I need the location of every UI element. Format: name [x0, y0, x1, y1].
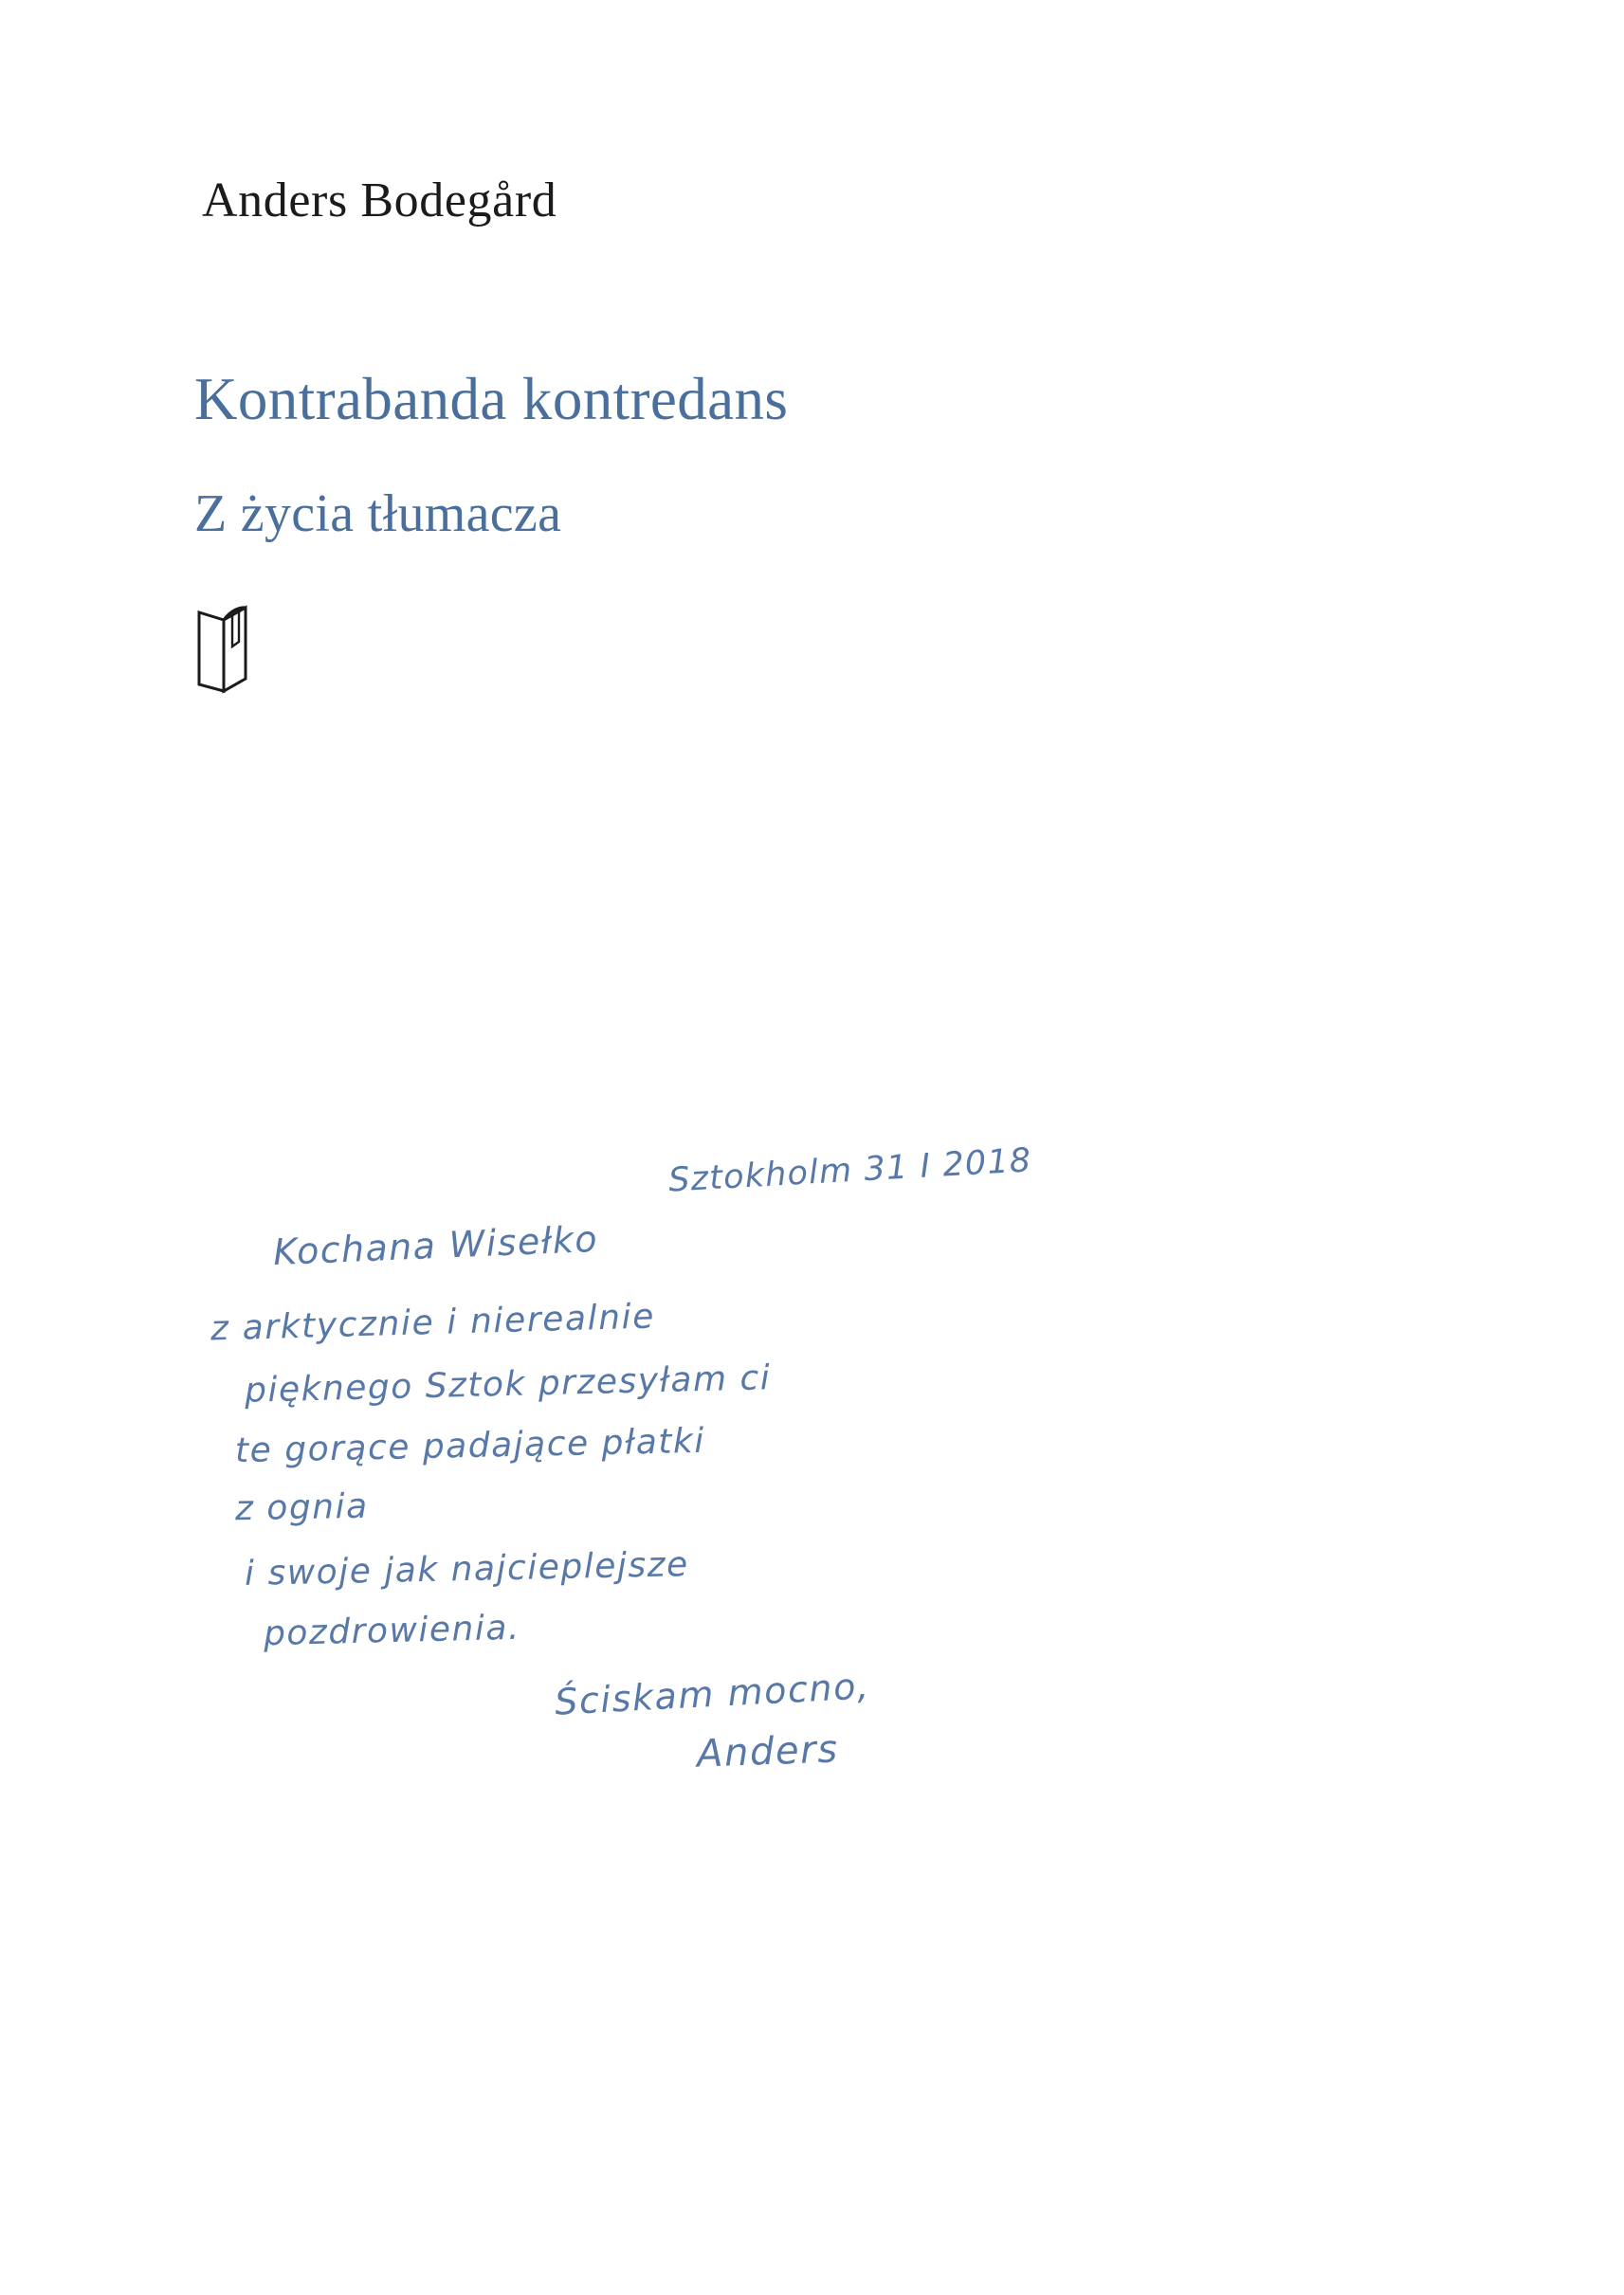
note-place-date: Sztokholm 31 I 2018: [667, 1141, 1033, 1200]
note-line: pięknego Sztok przesyłam ci: [244, 1358, 772, 1411]
book-title: Kontrabanda kontredans: [194, 366, 789, 432]
note-closing: Ściskam mocno,: [554, 1665, 871, 1723]
note-line: pozdrowienia.: [263, 1608, 521, 1654]
open-book-logo: [192, 603, 259, 694]
note-line: i swoje jak najcieplejsze: [244, 1545, 690, 1594]
note-line: z ognia: [234, 1486, 369, 1529]
note-signature: Anders: [696, 1727, 840, 1776]
note-line: te gorące padające płatki: [234, 1421, 706, 1471]
book-subtitle: Z życia tłumacza: [194, 484, 562, 543]
author-name: Anders Bodegård: [202, 173, 557, 228]
note-line: z arktycznie i nierealnie: [210, 1297, 656, 1349]
note-salutation: Kochana Wisełko: [272, 1217, 599, 1274]
